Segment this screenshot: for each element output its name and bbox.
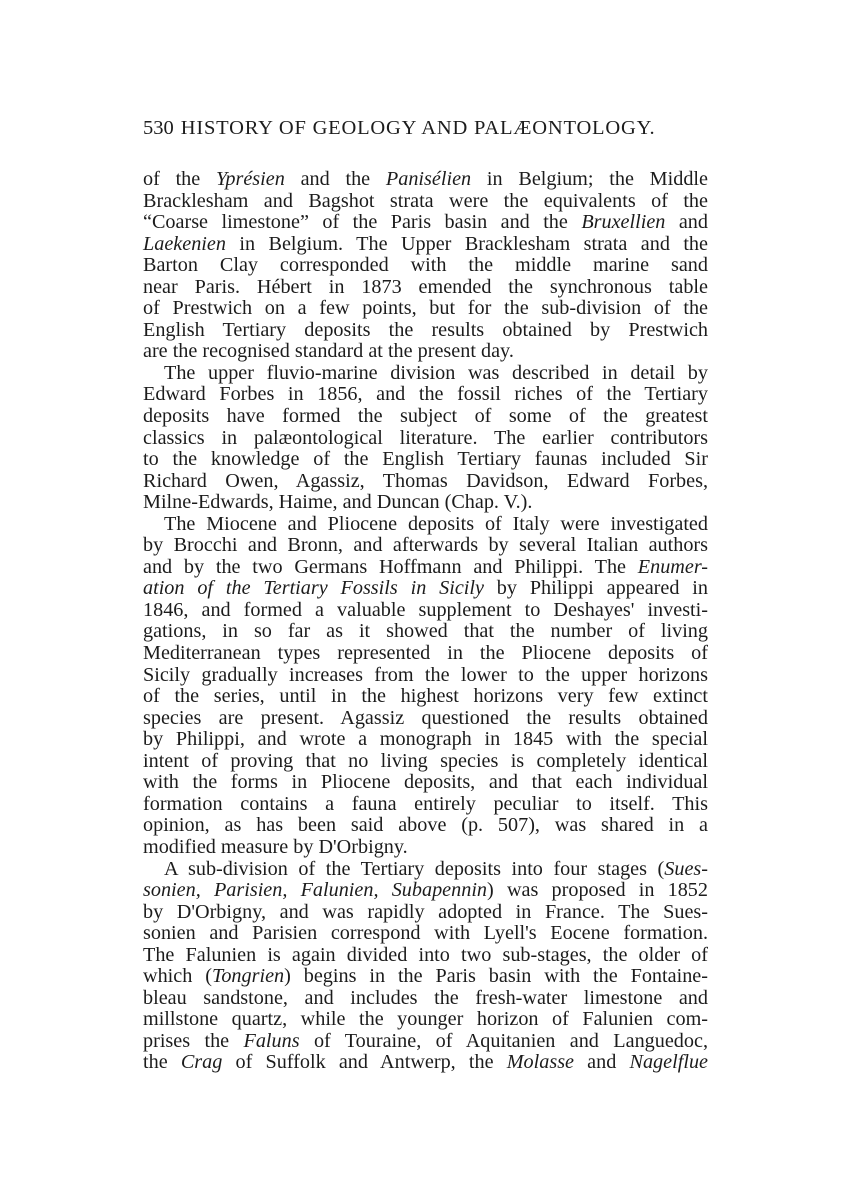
text-run: and [665,211,708,234]
text-run: sonien and Parisien correspond with Lyell's Eocene formation. [143,922,708,945]
text-run: and the [284,168,386,190]
text-run: Milne-Edwards, Haime, and Duncan (Chap. V.). [143,491,533,514]
text-run: species are present. Agassiz questioned the results obtained [143,706,708,729]
text-line [143,212,708,234]
italic-text: Panisélien [385,168,472,190]
text-line [143,600,708,622]
text-run: by Philippi, and wrote a monograph in 1845 with the special [143,728,708,751]
text-run: opinion, as has been said above (p. 507), was shared in a [143,814,708,837]
text-line [143,363,708,385]
text-run: The Miocene and Pliocene deposits of Italy were investigated [164,512,708,535]
text-run: ) begins in the Paris basin with the Fontaine- [284,965,708,988]
text-run: bleau sandstone, and includes the fresh-water limestone and [143,986,708,1009]
text-run: modified measure by D'Orbigny. [143,835,408,858]
text-run: 1846, and formed a valuable supplement to Deshayes' investi- [143,598,708,621]
text-line [143,298,708,320]
text-line [143,384,708,406]
text-line [143,643,708,665]
text-run: of Suffolk and Antwerp, the [222,1051,507,1074]
text-run: A sub-division of the Tertiary deposits into four stages ( [164,857,665,880]
italic-text: Faluns [243,1029,300,1052]
text-line [143,859,708,881]
text-line [143,428,708,450]
text-run: to the knowledge of the English Tertiary faunas included Sir [143,448,708,471]
text-line [143,341,708,363]
text-run: English Tertiary deposits the results obtained by Prestwich [143,318,708,341]
italic-text: Tongrien [211,965,285,988]
text-line [143,1031,708,1053]
text-line [143,471,708,493]
text-line [143,945,708,967]
italic-text: Laekenien [143,232,226,255]
italic-text: Enumer- [637,555,708,578]
text-run: in Belgium; the Middle [471,168,708,190]
text-line [143,815,708,837]
text-run: by Philippi appeared in [483,577,708,600]
italic-text: Sues- [664,857,708,880]
text-run: deposits have formed the subject of some of the greatest [143,405,708,428]
paragraph [143,169,708,363]
running-head [143,117,708,153]
text-run: of the series, until in the highest horizons very few extinct [143,685,708,708]
text-run: The Falunien is again divided into two sub-stages, the older of [143,943,708,966]
text-line [143,277,708,299]
text-line [143,557,708,579]
text-run: classics in palæontological literature. The earlier contributors [143,426,708,449]
book-page [143,117,708,1074]
text-line [143,923,708,945]
text-line [143,320,708,342]
text-run: Barton Clay corresponded with the middle marine sand [143,254,708,277]
text-run: and by the two Germans Hoffmann and Philippi. The [143,555,638,578]
italic-text: Molasse [506,1051,575,1074]
text-line [143,708,708,730]
text-line [143,665,708,687]
italic-text: sonien, Parisien, Falunien, Subapennin [143,879,488,902]
text-run: near Paris. Hébert in 1873 emended the synchronous table [143,275,708,298]
text-line [143,966,708,988]
text-run: are the recognised standard at the present day. [143,340,514,363]
text-run: Edward Forbes in 1856, and the fossil riches of the Tertiary [143,383,708,406]
text-line [143,191,708,213]
text-line [143,880,708,902]
text-run: by D'Orbigny, and was rapidly adopted in France. The Sues- [143,900,708,923]
italic-text: Yprésien [216,168,285,190]
text-line [143,492,708,514]
text-run: by Brocchi and Bronn, and afterwards by several Italian authors [143,534,708,557]
paragraph [143,363,708,514]
text-run: intent of proving that no living species is completely identical [143,749,708,772]
text-run: with the forms in Pliocene deposits, and that each individual [143,771,708,794]
text-run: in Belgium. The Upper Bracklesham strata and the [225,232,708,255]
italic-text: Crag [180,1051,223,1074]
text-run: ) was proposed in 1852 [487,879,708,902]
paragraph [143,859,708,1074]
italic-text: Bruxellien [581,211,666,234]
text-run: Mediterranean types represented in the Pliocene deposits of [143,642,708,665]
text-line [143,255,708,277]
text-line [143,729,708,751]
paragraph [143,514,708,859]
italic-text: Nagelflue [629,1051,708,1074]
text-run: and [574,1051,630,1074]
text-line [143,794,708,816]
italic-text: ation of the Tertiary Fossils in Sicily [143,577,484,600]
text-line [143,449,708,471]
text-line [143,1009,708,1031]
text-line [143,772,708,794]
text-line [143,234,708,256]
text-line [143,1052,708,1074]
text-run: of Touraine, of Aquitanien and Languedoc, [299,1029,708,1052]
text-line [143,837,708,859]
text-line [143,902,708,924]
text-run: millstone quartz, while the younger horizon of Falunien com- [143,1008,708,1031]
text-run: prises the [143,1029,244,1052]
text-line [143,751,708,773]
page-number: 530 [143,117,174,139]
text-run: “Coarse limestone” of the Paris basin and the [143,211,582,234]
text-run: of Prestwich on a few points, but for the sub-division of the [143,297,708,320]
text-line [143,406,708,428]
text-line [143,621,708,643]
running-title: HISTORY OF GEOLOGY AND PALÆONTOLOGY. [180,117,656,139]
text-run: the [143,1051,181,1074]
body-text [143,169,708,1074]
text-line [143,686,708,708]
text-run: formation contains a fauna entirely peculiar to itself. This [143,792,708,815]
text-run: Bracklesham and Bagshot strata were the equivalents of the [143,189,708,212]
text-run: of the [143,168,216,190]
text-line [143,535,708,557]
text-run: The upper fluvio-marine division was described in detail by [164,361,708,384]
text-run: which ( [143,965,212,988]
text-run: gations, in so far as it showed that the number of living [143,620,708,643]
text-run: Richard Owen, Agassiz, Thomas Davidson, Edward Forbes, [143,469,708,492]
text-line [143,578,708,600]
text-line [143,169,708,191]
text-line [143,514,708,536]
text-line [143,988,708,1010]
text-run: Sicily gradually increases from the lower to the upper horizons [143,663,708,686]
